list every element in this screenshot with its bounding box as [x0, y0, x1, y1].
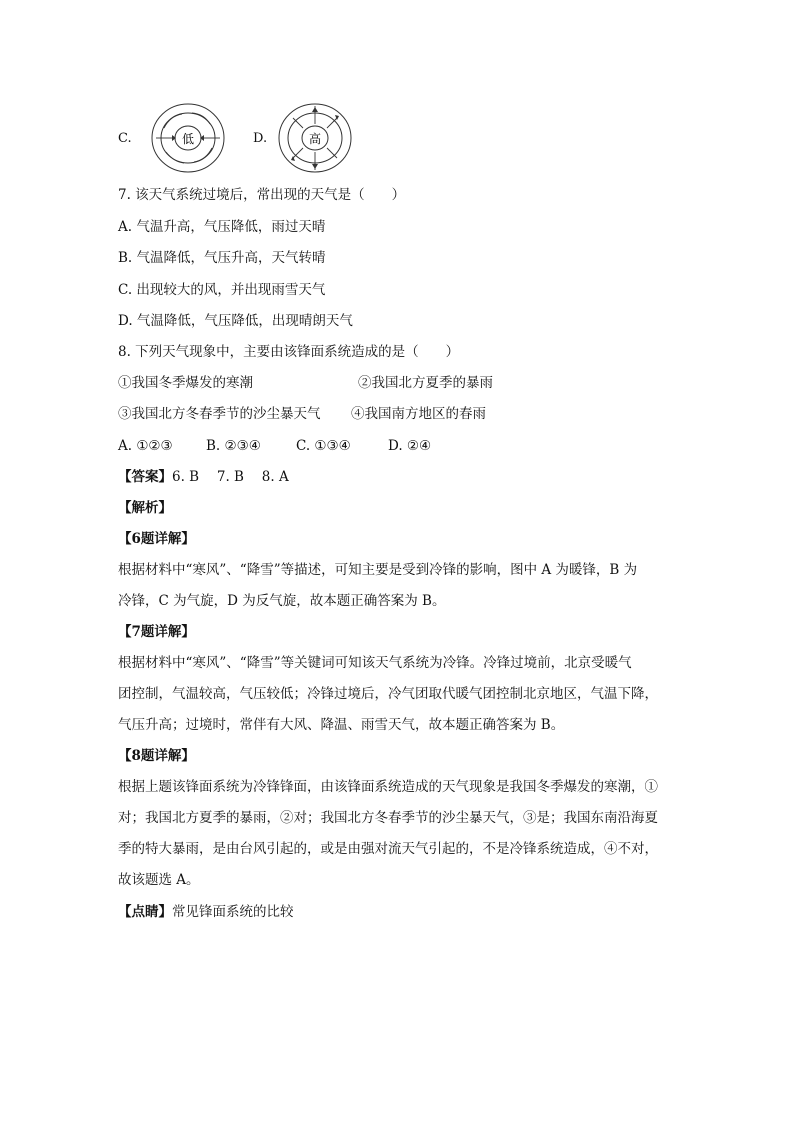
detail-6-line-1: 根据材料中“寒风”、“降雪”等描述，可知主要是受到冷锋的影响，图中 A 为暖锋，B 为	[118, 562, 638, 578]
detail-8-line-2: 对；我国北方夏季的暴雨，②对；我国北方冬春季节的沙尘暴天气，③是；我国东南沿海夏	[118, 810, 658, 826]
q8-item-2: ②我国北方夏季的暴雨	[358, 375, 493, 391]
q7-option-a: A. 气温升高，气压降低，雨过天晴	[118, 219, 326, 235]
tip-line	[118, 902, 294, 922]
figure-d-high-pressure-diagram	[277, 102, 357, 174]
detail-6-line-2: 冷锋，C 为气旋，D 为反气旋，故本题正确答案为 B。	[118, 593, 446, 609]
q8-option-d: D. ②④	[388, 438, 432, 454]
figure-c-center-label: 低	[181, 132, 195, 146]
figure-c-low-pressure-diagram	[150, 102, 230, 174]
detail-8-line-1: 根据上题该锋面系统为冷锋锋面，由该锋面系统造成的天气现象是我国冬季爆发的寒潮，①	[118, 779, 658, 795]
q8-options	[118, 436, 431, 456]
detail-7-line-2: 团控制，气温较高，气压较低；冷锋过境后，冷气团取代暖气团控制北京地区，气温下降，	[118, 686, 658, 702]
q8-option-b: B. ②③④	[206, 438, 261, 454]
detail-6-label: 【6题详解】	[118, 531, 195, 547]
figure-d-center-label: 高	[308, 132, 322, 146]
detail-8-line-4: 故该题选 A。	[118, 872, 200, 888]
q8-option-c: C. ①③④	[296, 438, 351, 454]
figure-c-label: C.	[118, 131, 132, 146]
answer-text: 6. B 7. B 8. A	[172, 469, 289, 485]
figure-d-label: D.	[253, 131, 268, 146]
q8-item-4: ④我国南方地区的春雨	[351, 406, 486, 422]
q8-option-a: A. ①②③	[118, 438, 173, 454]
tip-label: 【点睛】	[118, 904, 172, 920]
q7-option-c: C. 出现较大的风，并出现雨雪天气	[118, 282, 326, 298]
detail-7-line-1: 根据材料中“寒风”、“降雪”等关键词可知该天气系统为冷锋。冷锋过境前，北京受暖气	[118, 655, 632, 671]
detail-7-line-3: 气压升高；过境时，常伴有大风、降温、雨雪天气，故本题正确答案为 B。	[118, 717, 565, 733]
q7-option-b: B. 气温降低，气压升高，天气转晴	[118, 250, 326, 266]
detail-8-label: 【8题详解】	[118, 748, 195, 764]
q7-stem: 7. 该天气系统过境后，常出现的天气是（ ）	[118, 187, 406, 203]
q7-option-d: D. 气温降低，气压降低，出现晴朗天气	[118, 313, 353, 329]
tip-text: 常见锋面系统的比较	[172, 904, 294, 920]
q8-item-3: ③我国北方冬春季节的沙尘暴天气	[118, 406, 321, 422]
answer-label: 【答案】	[118, 469, 172, 485]
q8-item-1: ①我国冬季爆发的寒潮	[118, 375, 253, 391]
analysis-label: 【解析】	[118, 500, 172, 516]
q8-stem: 8. 下列天气现象中，主要由该锋面系统造成的是（ ）	[118, 344, 460, 360]
detail-8-line-3: 季的特大暴雨，是由台风引起的，或是由强对流天气引起的，不是冷锋系统造成，④不对，	[118, 841, 658, 857]
detail-7-label: 【7题详解】	[118, 624, 195, 640]
answer-line	[118, 467, 289, 487]
